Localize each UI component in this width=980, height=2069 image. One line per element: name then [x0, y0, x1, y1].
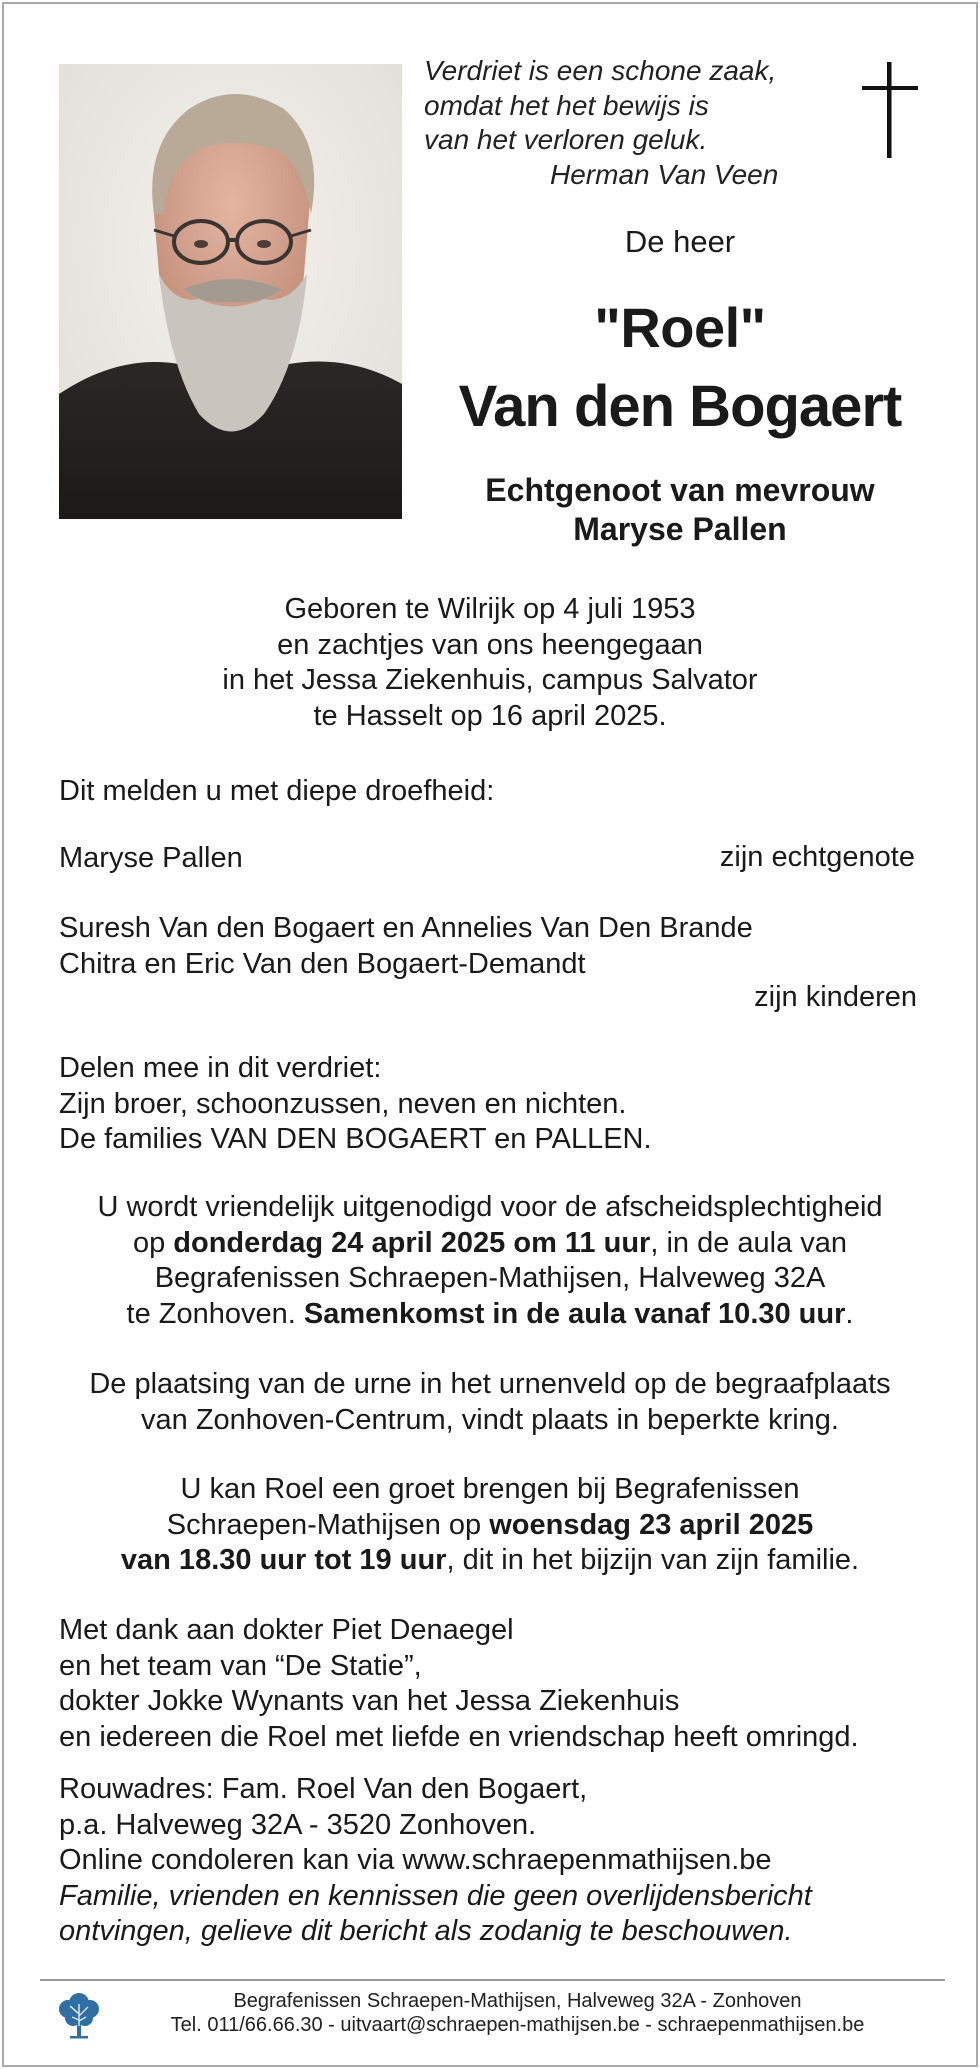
urn-line: De plaatsing van de urne in het urnenveld op de begraafplaats	[89, 1368, 891, 1400]
ceremony-line: Begrafenissen Schraepen-Mathijsen, Halveweg 32A	[154, 1262, 826, 1294]
child-entry: Chitra en Eric Van den Bogaert-Demandt	[59, 947, 586, 980]
children-list	[59, 911, 753, 982]
thanks-section	[59, 1613, 859, 1755]
ceremony-line: op	[132, 1226, 174, 1259]
notice-line: Familie, vrienden en kennissen die geen overlijdensbericht	[59, 1879, 812, 1912]
spouse-role: zijn echtgenote	[719, 841, 915, 873]
ceremony-datetime: donderdag 24 april 2025 om 11 uur	[173, 1226, 651, 1259]
footer-divider	[40, 1979, 945, 1981]
thanks-line: en iedereen die Roel met liefde en vriendschap heeft omringd.	[59, 1720, 859, 1753]
address-line: Rouwadres: Fam. Roel Van den Bogaert,	[59, 1773, 588, 1805]
quote-line: omdat het het bewijs is	[424, 89, 709, 121]
ceremony-line: te Zonhoven.	[126, 1297, 304, 1330]
deceased-name: Van den Bogaert	[458, 374, 902, 439]
gathering-time: Samenkomst in de aula vanaf 10.30 uur	[303, 1297, 846, 1330]
portrait-photo	[59, 64, 402, 519]
visit-line: Schraepen-Mathijsen op	[166, 1508, 490, 1541]
tree-logo-icon	[56, 1990, 102, 2040]
ceremony-line: , in de aula van	[650, 1226, 848, 1259]
relatives-line: Delen mee in dit verdriet:	[59, 1052, 382, 1084]
nickname: "Roel"	[594, 296, 766, 359]
quote-line: van het verloren geluk.	[424, 124, 708, 155]
funeral-home-contact: Tel. 011/66.66.30 - uitvaart@schraepen-mathijsen.be - schraepenmathijsen.be	[170, 2013, 865, 2036]
birth-death-info	[0, 592, 980, 734]
other-relatives	[59, 1051, 652, 1158]
quote-line: Verdriet is een schone zaak,	[424, 55, 777, 86]
spouse-line: Echtgenoot van mevrouw	[485, 472, 875, 508]
ceremony-line: .	[845, 1297, 854, 1330]
visit-date: woensdag 23 april 2025	[489, 1508, 814, 1541]
title-prefix: De heer	[624, 224, 736, 259]
quote-author: Herman Van Veen	[550, 158, 779, 190]
address-line: p.a. Halveweg 32A - 3520 Zonhoven.	[59, 1808, 537, 1841]
relatives-line: Zijn broer, schoonzussen, neven en nichten.	[59, 1087, 627, 1120]
birth-line: en zachtjes van ons heengegaan	[277, 628, 703, 661]
birth-line: Geboren te Wilrijk op 4 juli 1953	[284, 593, 696, 625]
relatives-line: De families VAN DEN BOGAERT en PALLEN.	[59, 1123, 652, 1155]
ceremony-line: U wordt vriendelijk uitgenodigd voor de afscheidsplechtigheid	[97, 1191, 883, 1223]
memorial-quote	[424, 54, 844, 192]
urn-line: van Zonhoven-Centrum, vindt plaats in beperkte kring.	[141, 1403, 839, 1436]
spouse-name-entry: Maryse Pallen	[59, 842, 243, 874]
thanks-line: Met dank aan dokter Piet Denaegel	[59, 1614, 514, 1646]
footer-contact	[100, 1990, 935, 2037]
visit-time: van 18.30 uur tot 19 uur	[120, 1544, 447, 1576]
spouse-info	[420, 471, 940, 549]
cross-icon	[862, 62, 918, 158]
funeral-home-address: Begrafenissen Schraepen-Mathijsen, Halveweg 32A - Zonhoven	[233, 1990, 802, 2012]
children-role: zijn kinderen	[754, 981, 917, 1013]
announcement: Dit melden u met diepe droefheid:	[59, 775, 495, 807]
thanks-line: en het team van “De Statie”,	[59, 1649, 422, 1682]
visit-line: , dit in het bijzijn van zijn familie.	[446, 1544, 860, 1576]
spouse-name: Maryse Pallen	[573, 511, 787, 547]
thanks-line: dokter Jokke Wynants van het Jessa Ziekenhuis	[59, 1685, 680, 1717]
birth-line: te Hasselt op 16 april 2025.	[313, 699, 667, 732]
notice-line: ontvingen, gelieve dit bericht als zodanig te beschouwen.	[59, 1915, 793, 1947]
visitation-info	[0, 1472, 980, 1579]
ceremony-info	[0, 1190, 980, 1332]
urn-info	[0, 1367, 980, 1438]
condolence-line: Online condoleren kan via www.schraepenmathijsen.be	[59, 1844, 772, 1876]
child-entry: Suresh Van den Bogaert en Annelies Van Den Brande	[59, 912, 753, 944]
address-section	[59, 1772, 812, 1950]
visit-line: U kan Roel een groet brengen bij Begrafenissen	[180, 1473, 800, 1505]
birth-line: in het Jessa Ziekenhuis, campus Salvator	[222, 664, 758, 696]
